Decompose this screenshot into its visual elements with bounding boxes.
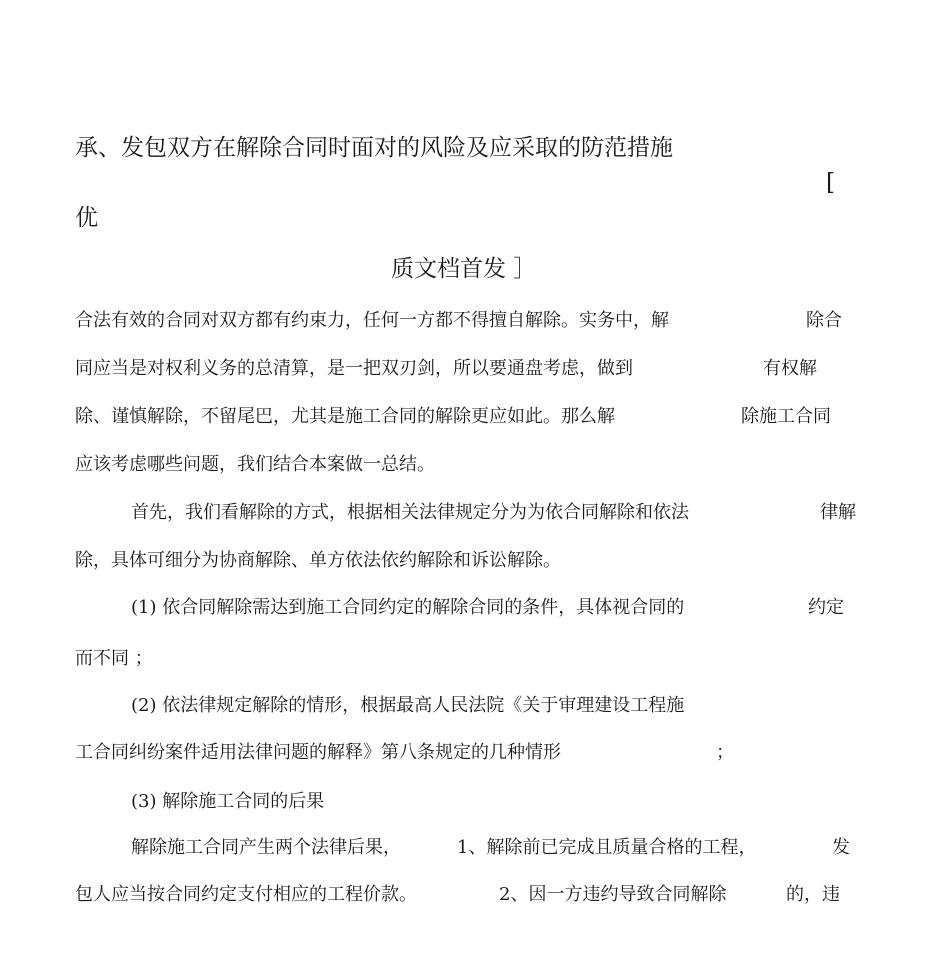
paragraph-line-tail: 的，违 — [786, 884, 840, 905]
paragraph-line: 解除施工合同产生两个法律后果， — [131, 837, 401, 858]
paragraph-line-middle: 1、解除前已完成且质量合格的工程， — [457, 837, 757, 858]
list-item-line: 而不同 ； — [75, 648, 153, 669]
document-title-continuation: 优 — [75, 205, 98, 231]
list-item-line-tail: 约定 — [808, 597, 844, 618]
paragraph-line-tail: 律解 — [820, 502, 856, 523]
paragraph-line: 同应当是对权利义务的总清算，是一把双刃剑，所以要通盘考虑，做到 — [75, 358, 633, 379]
paragraph-line-middle: 2、因一方违约导致合同解除 — [499, 884, 727, 905]
paragraph-line-tail: 除施工合同 — [741, 406, 831, 427]
document-subtitle: 质文档首发 ］ — [391, 256, 537, 282]
list-item-line: (3) 解除施工合同的后果 — [131, 791, 325, 812]
paragraph-line: 除、谨慎解除，不留尾巴，尤其是施工合同的解除更应如此。那么解 — [75, 406, 615, 427]
paragraph-line-tail: 有权解 — [763, 358, 817, 379]
paragraph-line-tail: 除合 — [806, 310, 842, 331]
list-item-line: (2) 依法律规定解除的情形，根据最高人民法院《关于审理建设工程施 — [131, 695, 685, 716]
list-item-line: 工合同纠纷案件适用法律问题的解释》第八条规定的几种情形 — [75, 742, 561, 763]
list-item-line-tail: ； — [716, 742, 734, 763]
paragraph-line: 除，具体可细分为协商解除、单方依法依约解除和诉讼解除。 — [75, 550, 561, 571]
paragraph-line: 应该考虑哪些问题，我们结合本案做一总结。 — [75, 454, 435, 475]
list-item-line: (1) 依合同解除需达到施工合同约定的解除合同的条件，具体视合同的 — [131, 597, 685, 618]
document-title: 承、发包双方在解除合同时面对的风险及应采取的防范措施 — [75, 135, 673, 161]
paragraph-line: 包人应当按合同约定支付相应的工程价款。 — [75, 884, 417, 905]
paragraph-line-tail: 发 — [832, 837, 850, 858]
paragraph-line: 合法有效的合同对双方都有约束力，任何一方都不得擅自解除。实务中，解 — [75, 310, 669, 331]
paragraph-line: 首先，我们看解除的方式，根据相关法律规定分为为依合同解除和依法 — [131, 502, 689, 523]
title-bracket-open: [ — [826, 170, 835, 196]
